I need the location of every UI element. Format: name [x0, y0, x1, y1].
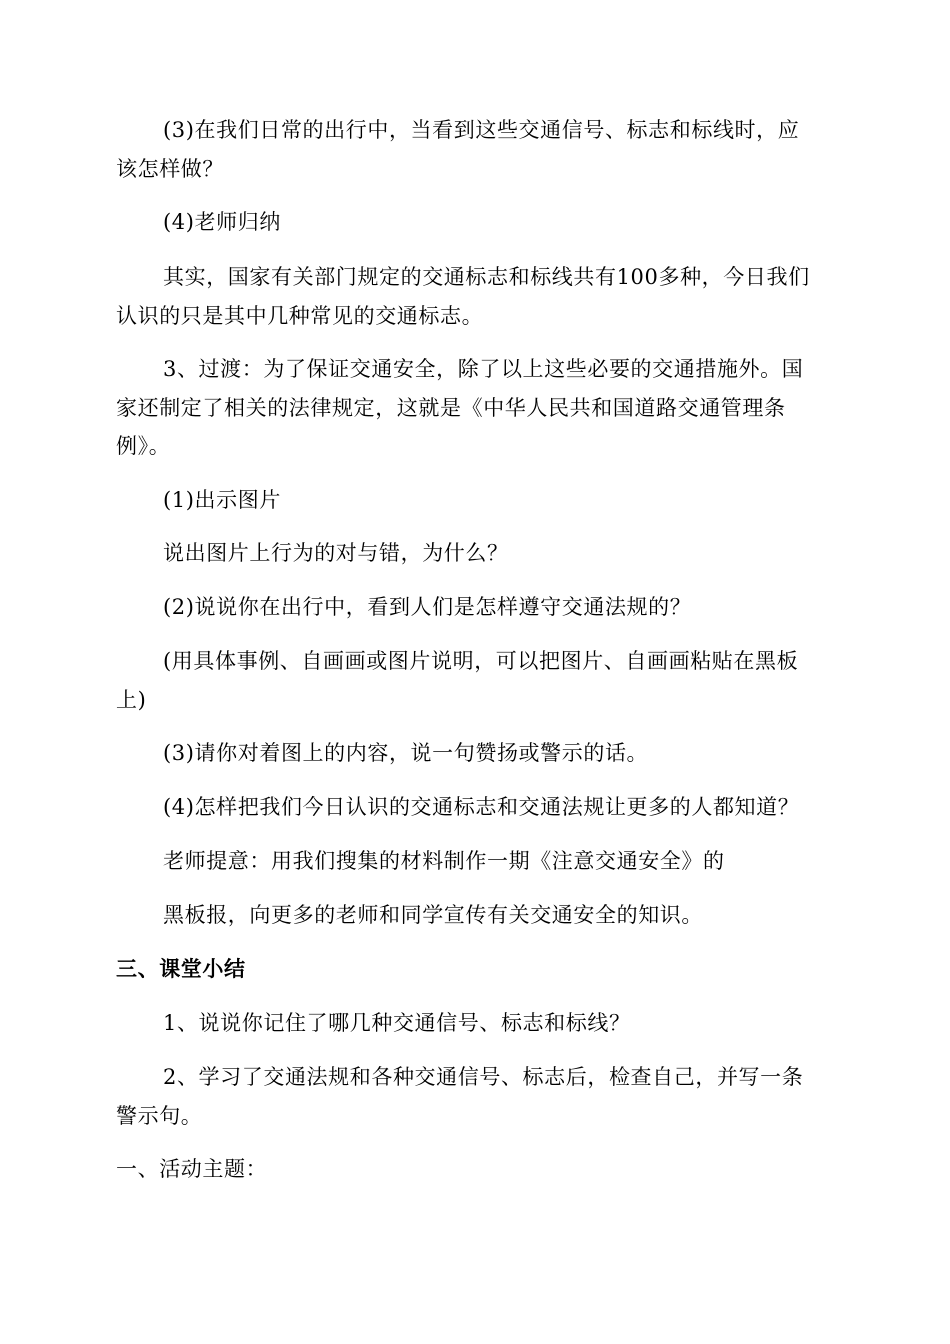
paragraph-teacher-summary: (4)老师归纳: [163, 210, 281, 234]
paragraph-signs-count-line2: 认识的只是其中几种常见的交通标志。: [116, 304, 484, 328]
section-heading-activity-theme: 一、活动主题：: [116, 1157, 268, 1181]
section-heading-summary: 三、课堂小结: [116, 957, 246, 981]
paragraph-summary-2-line1: 2、学习了交通法规和各种交通信号、标志后，检查自己，并写一条: [163, 1065, 804, 1089]
paragraph-question-3b: (3)请你对着图上的内容，说一句赞扬或警示的话。: [163, 741, 649, 765]
paragraph-show-pictures: (1)出示图片: [163, 488, 281, 512]
paragraph-transition-line2: 家还制定了相关的法律规定，这就是《中华人民共和国道路交通管理条: [116, 396, 786, 420]
paragraph-question-4: (4)怎样把我们今日认识的交通标志和交通法规让更多的人都知道？: [163, 795, 800, 819]
paragraph-blackboard: 黑板报，向更多的老师和同学宣传有关交通安全的知识。: [163, 903, 703, 927]
paragraph-transition-line3: 例》。: [116, 434, 171, 458]
paragraph-teacher-suggestion: 老师提意：用我们搜集的材料制作一期《注意交通安全》的: [163, 849, 725, 873]
paragraph-signs-count-line1: 其实，国家有关部门规定的交通标志和标线共有100多种，今日我们: [163, 265, 810, 289]
paragraph-question-3-line1: (3)在我们日常的出行中，当看到这些交通信号、标志和标线时，应: [163, 118, 800, 142]
paragraph-examples-line2: 上): [116, 688, 147, 712]
paragraph-summary-2-line2: 警示句。: [116, 1104, 203, 1128]
paragraph-question-2: (2)说说你在出行中，看到人们是怎样遵守交通法规的？: [163, 595, 692, 619]
paragraph-question-3-line2: 该怎样做？: [116, 157, 224, 181]
paragraph-right-or-wrong: 说出图片上行为的对与错，为什么？: [163, 541, 509, 565]
paragraph-summary-1: 1、说说你记住了哪几种交通信号、标志和标线？: [163, 1011, 631, 1035]
paragraph-transition-line1: 3、过渡：为了保证交通安全，除了以上这些必要的交通措施外。国: [163, 357, 804, 381]
paragraph-examples-line1: (用具体事例、自画画或图片说明，可以把图片、自画画粘贴在黑板: [163, 649, 799, 673]
